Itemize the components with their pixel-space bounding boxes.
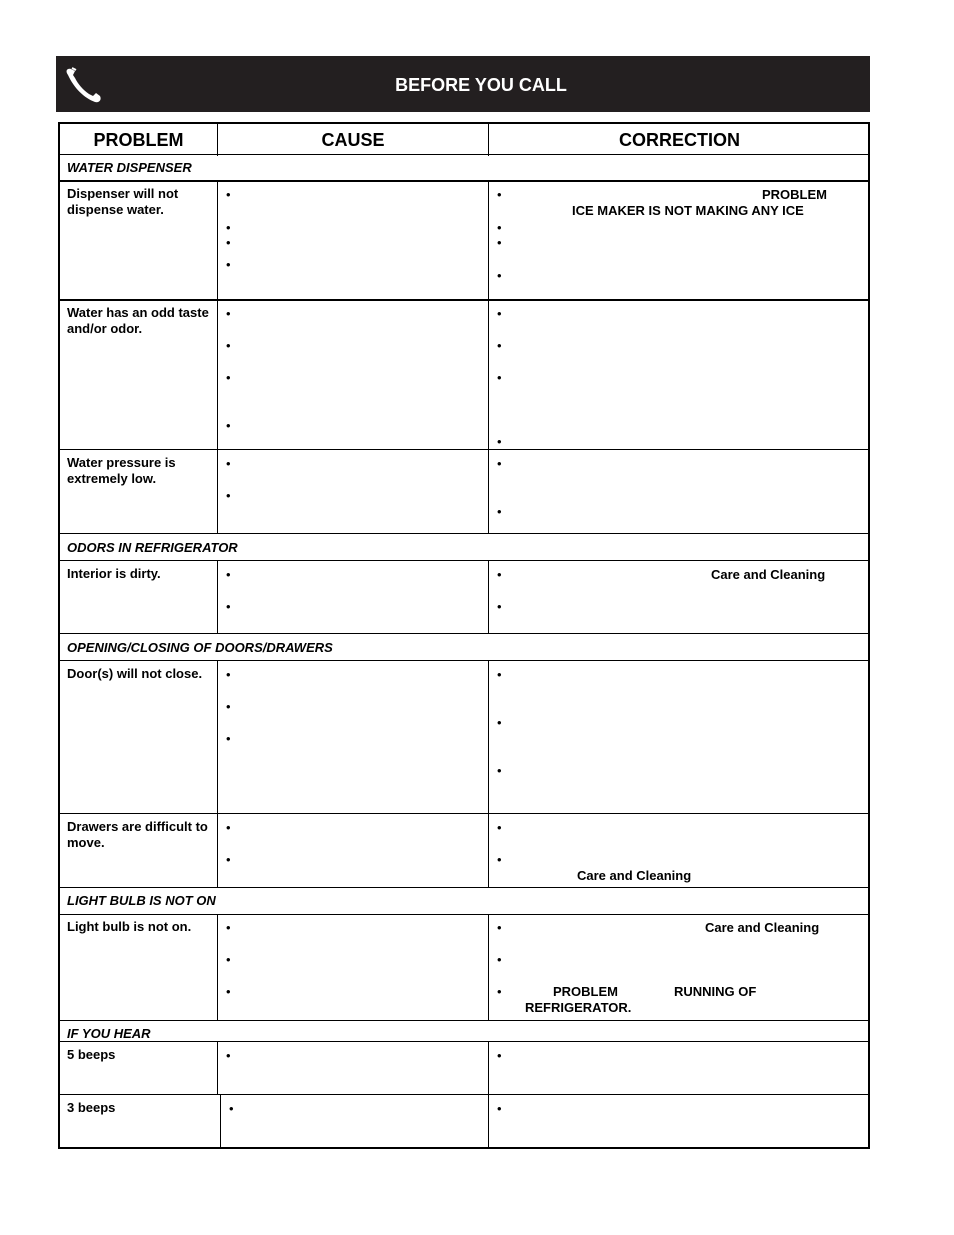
row-divider <box>60 560 868 561</box>
correction-bullet: • <box>497 599 502 614</box>
correction-bullet: • <box>497 952 502 967</box>
cause-bullet: • <box>226 257 231 272</box>
cause-bullet: • <box>226 418 231 433</box>
problem-light-bulb: Light bulb is not on. <box>67 919 192 934</box>
column-header-correction: CORRECTION <box>619 130 740 150</box>
correction-bullet: • <box>497 220 502 235</box>
note-care-cleaning: Care and Cleaning <box>577 868 692 883</box>
row-divider <box>60 1041 868 1042</box>
note-running-of: RUNNING OF <box>674 984 757 999</box>
cause-bullet: • <box>226 567 231 582</box>
section-doors-drawers: OPENING/CLOSING OF DOORS/DRAWERS <box>67 640 333 655</box>
problem-5-beeps: 5 beeps <box>67 1047 116 1062</box>
note-refrigerator: REFRIGERATOR. <box>525 1000 632 1015</box>
row-divider <box>60 449 868 450</box>
correction-bullet: • <box>497 187 502 202</box>
cause-bullet: • <box>226 852 231 867</box>
row-divider <box>60 914 868 915</box>
cause-bullet: • <box>226 220 231 235</box>
col-divider <box>217 660 218 887</box>
note-problem: PROBLEM <box>762 187 827 202</box>
note-ice-maker: ICE MAKER IS NOT MAKING ANY ICE <box>572 203 804 218</box>
problem-drawers: Drawers are difficult to move. <box>67 819 208 850</box>
correction-bullet: • <box>497 268 502 283</box>
page-title: BEFORE YOU CALL <box>395 75 567 95</box>
cause-bullet: • <box>226 952 231 967</box>
problem-dispenser: Dispenser will not dispense water. <box>67 186 179 217</box>
cause-bullet: • <box>226 488 231 503</box>
cause-bullet: • <box>229 1101 234 1116</box>
row-divider <box>60 660 868 661</box>
cause-bullet: • <box>226 338 231 353</box>
problem-odd-taste: Water has an odd taste and/or odor. <box>67 305 209 336</box>
note-care-cleaning: Care and Cleaning <box>705 920 820 935</box>
problem-water-pressure: Water pressure is extremely low. <box>67 455 176 486</box>
cause-bullet: • <box>226 920 231 935</box>
cause-bullet: • <box>226 456 231 471</box>
cause-bullet: • <box>226 1048 231 1063</box>
problem-interior-dirty: Interior is dirty. <box>67 566 161 581</box>
correction-bullet: • <box>497 763 502 778</box>
correction-bullet: • <box>497 456 502 471</box>
correction-bullet: • <box>497 338 502 353</box>
row-divider <box>60 533 868 534</box>
troubleshooting-table <box>58 122 870 1149</box>
col-divider <box>217 560 218 633</box>
row-divider <box>60 813 868 814</box>
cause-bullet: • <box>226 699 231 714</box>
cause-bullet: • <box>226 370 231 385</box>
correction-bullet: • <box>497 370 502 385</box>
note-problem: PROBLEM <box>553 984 618 999</box>
cause-bullet: • <box>226 731 231 746</box>
correction-bullet: • <box>497 504 502 519</box>
column-header-cause: CAUSE <box>321 130 385 150</box>
col-divider <box>488 660 489 887</box>
note-care-cleaning: Care and Cleaning <box>711 567 826 582</box>
col-divider <box>220 1094 221 1149</box>
cause-bullet: • <box>226 187 231 202</box>
col-divider <box>488 181 489 533</box>
correction-bullet: • <box>497 984 502 999</box>
col-divider <box>217 1041 218 1094</box>
col-divider <box>488 560 489 633</box>
col-divider <box>488 1041 489 1149</box>
correction-bullet: • <box>497 1048 502 1063</box>
section-if-you-hear: IF YOU HEAR <box>67 1026 151 1041</box>
col-divider <box>217 181 218 533</box>
correction-bullet: • <box>497 235 502 250</box>
correction-bullet: • <box>497 1101 502 1116</box>
correction-bullet: • <box>497 820 502 835</box>
row-divider <box>60 633 868 634</box>
section-light-bulb: LIGHT BULB IS NOT ON <box>67 893 216 908</box>
correction-bullet: • <box>497 920 502 935</box>
problem-door-close: Door(s) will not close. <box>67 666 203 681</box>
cause-bullet: • <box>226 306 231 321</box>
row-divider <box>60 180 868 182</box>
correction-bullet: • <box>497 715 502 730</box>
cause-bullet: • <box>226 235 231 250</box>
section-odors: ODORS IN REFRIGERATOR <box>67 540 238 555</box>
cause-bullet: • <box>226 667 231 682</box>
cause-bullet: • <box>226 984 231 999</box>
correction-bullet: • <box>497 306 502 321</box>
col-divider <box>217 914 218 1020</box>
row-divider <box>60 299 868 301</box>
correction-bullet: • <box>497 852 502 867</box>
section-water-dispenser: WATER DISPENSER <box>67 160 192 175</box>
correction-bullet: • <box>497 434 502 449</box>
row-divider <box>60 1094 868 1095</box>
row-divider <box>60 1020 868 1021</box>
row-divider <box>60 887 868 888</box>
cause-bullet: • <box>226 820 231 835</box>
problem-3-beeps: 3 beeps <box>67 1100 116 1115</box>
correction-bullet: • <box>497 667 502 682</box>
column-header-problem: PROBLEM <box>93 130 184 150</box>
col-divider <box>488 914 489 1020</box>
cause-bullet: • <box>226 599 231 614</box>
correction-bullet: • <box>497 567 502 582</box>
